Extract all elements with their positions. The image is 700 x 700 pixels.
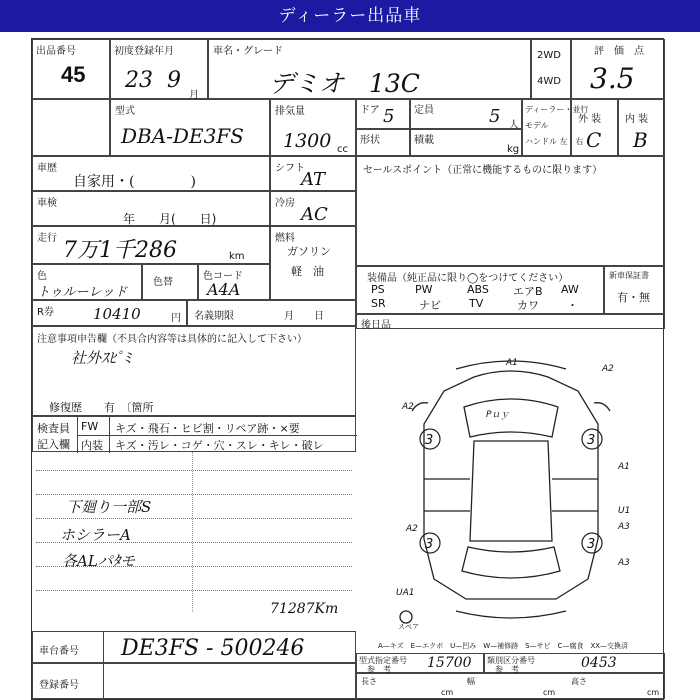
color-cell <box>32 264 142 300</box>
notes-label: 注意事項申告欄（不具合内容等は具体的に記入して下さい） <box>37 334 307 345</box>
type-number: 15700 <box>427 655 472 671</box>
drive-2wd: 2WD <box>537 50 561 61</box>
equip-abs: ABS <box>467 283 489 296</box>
month-unit: 月 <box>189 90 199 101</box>
inspector-row1-a: FW <box>81 420 99 433</box>
chassis-cell <box>32 631 356 663</box>
mark-a3-right: A3 <box>618 522 630 532</box>
width-cm: cm <box>543 688 556 697</box>
color-code-cell <box>198 264 270 300</box>
dealer-cell <box>522 99 589 156</box>
inspection-cell <box>32 191 270 226</box>
equipment-label: 装備品（純正品に限り◯をつけてください） <box>367 273 569 284</box>
reg-label: 初度登録年月 <box>114 46 174 57</box>
fuel-gas: ガソリン <box>287 245 331 258</box>
equip-leather: カワ <box>517 299 539 312</box>
lot-no: 45 <box>61 62 86 87</box>
recycle-cell <box>187 300 356 326</box>
handle-label: ハンドル 左・右 <box>525 137 584 146</box>
chassis-label: 車台番号 <box>39 646 79 657</box>
doors: 5 <box>383 106 395 127</box>
equip-tv: TV <box>469 297 484 310</box>
score: 3.5 <box>590 62 635 95</box>
bumper-rear <box>456 611 566 618</box>
inspection-value: 年 月( 日) <box>123 212 217 226</box>
class-number: 0453 <box>581 655 617 671</box>
auction-sheet <box>31 38 664 700</box>
equip-sr: SR <box>371 297 386 310</box>
color-label: 色 <box>37 271 47 282</box>
ext-label: 外 装 <box>578 114 602 125</box>
model: DBA-DE3FS <box>121 124 244 148</box>
roof <box>470 441 552 541</box>
disp-label: 排気量 <box>275 106 305 117</box>
hand-note-1: 下廻り一部S <box>66 498 152 516</box>
mileage: 7万1千286 <box>63 238 177 263</box>
fuel-light: 軽 油 <box>291 265 324 278</box>
shift: AT <box>301 169 326 190</box>
sales-point-label: セールスポイント（正常に機能するものに限ります） <box>363 165 603 176</box>
model-label: 型式 <box>115 106 135 117</box>
reg-cell <box>110 39 208 99</box>
dimensions-cell <box>356 673 665 699</box>
color-code-label: 色コード <box>203 271 243 282</box>
ext-grade: C <box>586 128 602 152</box>
mark-a3-right-lower: A3 <box>618 558 630 568</box>
hand-note-3: 各ALパﾀモ <box>62 552 136 570</box>
lot-no-label: 出品番号 <box>36 46 76 57</box>
equip-aw: AW <box>561 283 579 296</box>
equipment-cell <box>356 266 604 314</box>
header-title: ディーラー出品車 <box>278 6 422 26</box>
inspector-row2-a: 内装 <box>81 439 103 452</box>
disp-cell <box>270 99 356 156</box>
shape-cell <box>356 129 410 156</box>
reg-month: 9 <box>167 68 181 93</box>
class-label: 類別区分番号 <box>487 656 535 665</box>
inspector-row1-b: キズ・飛石・ヒビ割・リペア跡・×要 <box>115 422 300 435</box>
class-sub: 参 考 <box>495 665 519 674</box>
history-value: 自家用・( ) <box>73 174 196 190</box>
doors-cell <box>356 99 410 129</box>
load-cell <box>410 129 522 156</box>
type-label: 型式指定番号 <box>359 656 407 665</box>
inspector-label-1: 検査員 <box>37 422 70 435</box>
mileage-cell <box>32 226 270 264</box>
doors-label: ドア <box>360 105 380 116</box>
front-windshield <box>464 399 558 437</box>
inspector-notes <box>32 452 356 612</box>
odometer-note: 71287Km <box>270 601 339 617</box>
fuel-label: 燃料 <box>275 233 295 244</box>
car-diagram <box>356 329 665 629</box>
yen: 円 <box>171 313 181 324</box>
equip-pw: PW <box>415 283 433 296</box>
color: トゥルーレッド <box>37 285 128 300</box>
seats: 5 <box>489 106 501 127</box>
kg-unit: kg <box>507 144 520 155</box>
note-1: 社外ｽﾋﾟﾐ <box>71 349 132 367</box>
model-year-label: モデル <box>525 121 549 130</box>
color-change-label: 色替 <box>153 277 173 288</box>
seats-unit: 人 <box>509 120 519 131</box>
mark-a2-left: A2 <box>402 402 414 412</box>
displacement: 1300 <box>283 130 332 152</box>
inspector-label-2: 記入欄 <box>37 438 70 451</box>
load-label: 積載 <box>414 135 434 146</box>
equip-ps: PS <box>371 283 385 296</box>
seats-cell <box>410 99 522 129</box>
recycle-label: 名義期限 <box>194 311 234 322</box>
car-name: デミオ 13C <box>269 69 420 98</box>
diagram-legend: A—キズ E—エクボ U—凹み W—補修跡 S—サビ C—腐食 XX—交換済 <box>378 642 629 650</box>
after-label: 後日品 <box>361 320 391 331</box>
ac-label: 冷房 <box>275 198 295 209</box>
score-cell <box>571 39 665 99</box>
equip-navi: ナビ <box>419 299 441 312</box>
mark-u1-right: U1 <box>618 506 631 516</box>
height-cm: cm <box>647 688 660 697</box>
drive-cell <box>531 39 571 99</box>
type-no-cell <box>356 653 484 673</box>
int-label: 内 装 <box>625 114 649 125</box>
height-label: 高さ <box>571 677 587 686</box>
r-cell <box>32 300 187 326</box>
score-label: 評 価 点 <box>594 46 644 57</box>
chassis-number: DE3FS - 500246 <box>121 636 305 661</box>
tire-mark-rr: 3 <box>587 537 596 552</box>
repair-label: 修復歴 有 〔箇所 <box>49 401 154 414</box>
shift-label: シフト <box>275 163 305 174</box>
reg-no-label: 登録番号 <box>39 680 79 691</box>
width-label: 幅 <box>467 677 475 686</box>
reg-no-cell <box>32 663 356 699</box>
new-car-cell <box>604 266 665 314</box>
r-label: R券 <box>37 307 54 318</box>
name-cell <box>208 39 531 99</box>
mark-ua1: UA1 <box>396 588 415 598</box>
ac: AC <box>301 204 328 225</box>
mark-a1-top: A1 <box>506 358 518 368</box>
ac-cell <box>270 191 356 226</box>
mileage-label: 走行 <box>37 233 57 244</box>
disp-unit: cc <box>337 144 348 155</box>
history-cell <box>32 156 270 191</box>
mark-a1-right: A1 <box>618 462 630 472</box>
new-car-label: 新車保証書 <box>609 271 649 280</box>
class-no-cell <box>484 653 665 673</box>
equip-blank: ・ <box>567 299 578 312</box>
lot-cell-lower <box>32 99 110 156</box>
center-text: Pｕｙ <box>486 410 510 420</box>
notes-cell <box>32 326 356 416</box>
name-label: 車名・グレード <box>213 46 283 57</box>
rear-window <box>462 547 560 578</box>
hand-note-2: ホシラーA <box>60 526 131 544</box>
dealer-label: ディーラー・並行 <box>525 105 589 114</box>
mark-a2-topright: A2 <box>602 364 614 374</box>
mark-a2-left-lower: A2 <box>406 524 418 534</box>
spare-tire <box>400 611 412 623</box>
drive-4wd: 4WD <box>537 76 561 87</box>
lot-no-cell <box>32 39 110 99</box>
inspector-cell <box>32 416 356 452</box>
seats-label: 定員 <box>414 105 434 116</box>
car-outline <box>424 371 598 599</box>
int-cell <box>618 99 665 156</box>
tire-mark-rl: 3 <box>425 537 434 552</box>
km-unit: km <box>229 251 245 262</box>
after-cell <box>356 314 665 329</box>
r-amount: 10410 <box>93 305 141 323</box>
equip-airbag: エアB <box>513 285 543 298</box>
int-grade: B <box>633 128 648 152</box>
inspector-row2-b: キズ・汚レ・コゲ・穴・スレ・キレ・破レ <box>115 439 324 452</box>
len-cm: cm <box>441 688 454 697</box>
sales-point-cell <box>356 156 665 266</box>
header-bar <box>0 0 700 32</box>
shape-label: 形状 <box>360 135 380 146</box>
shift-cell <box>270 156 356 191</box>
spare-label: スペア <box>398 623 419 629</box>
history-label: 車歴 <box>37 163 57 174</box>
fuel-cell <box>270 226 356 300</box>
type-sub: 参 考 <box>367 665 391 674</box>
equipment-grid <box>363 282 599 312</box>
tire-mark-fr: 3 <box>587 433 596 448</box>
reg-year: 23 <box>125 68 153 93</box>
color-change-cell <box>142 264 198 300</box>
inspection-label: 車検 <box>37 198 57 209</box>
tire-mark-fl: 3 <box>425 433 434 448</box>
ext-cell <box>571 99 618 156</box>
color-code: A4A <box>207 280 241 299</box>
len-label: 長さ <box>361 677 377 686</box>
recycle-value: 月 日 <box>284 311 324 322</box>
model-cell <box>110 99 270 156</box>
new-car-value: 有・無 <box>617 291 650 304</box>
